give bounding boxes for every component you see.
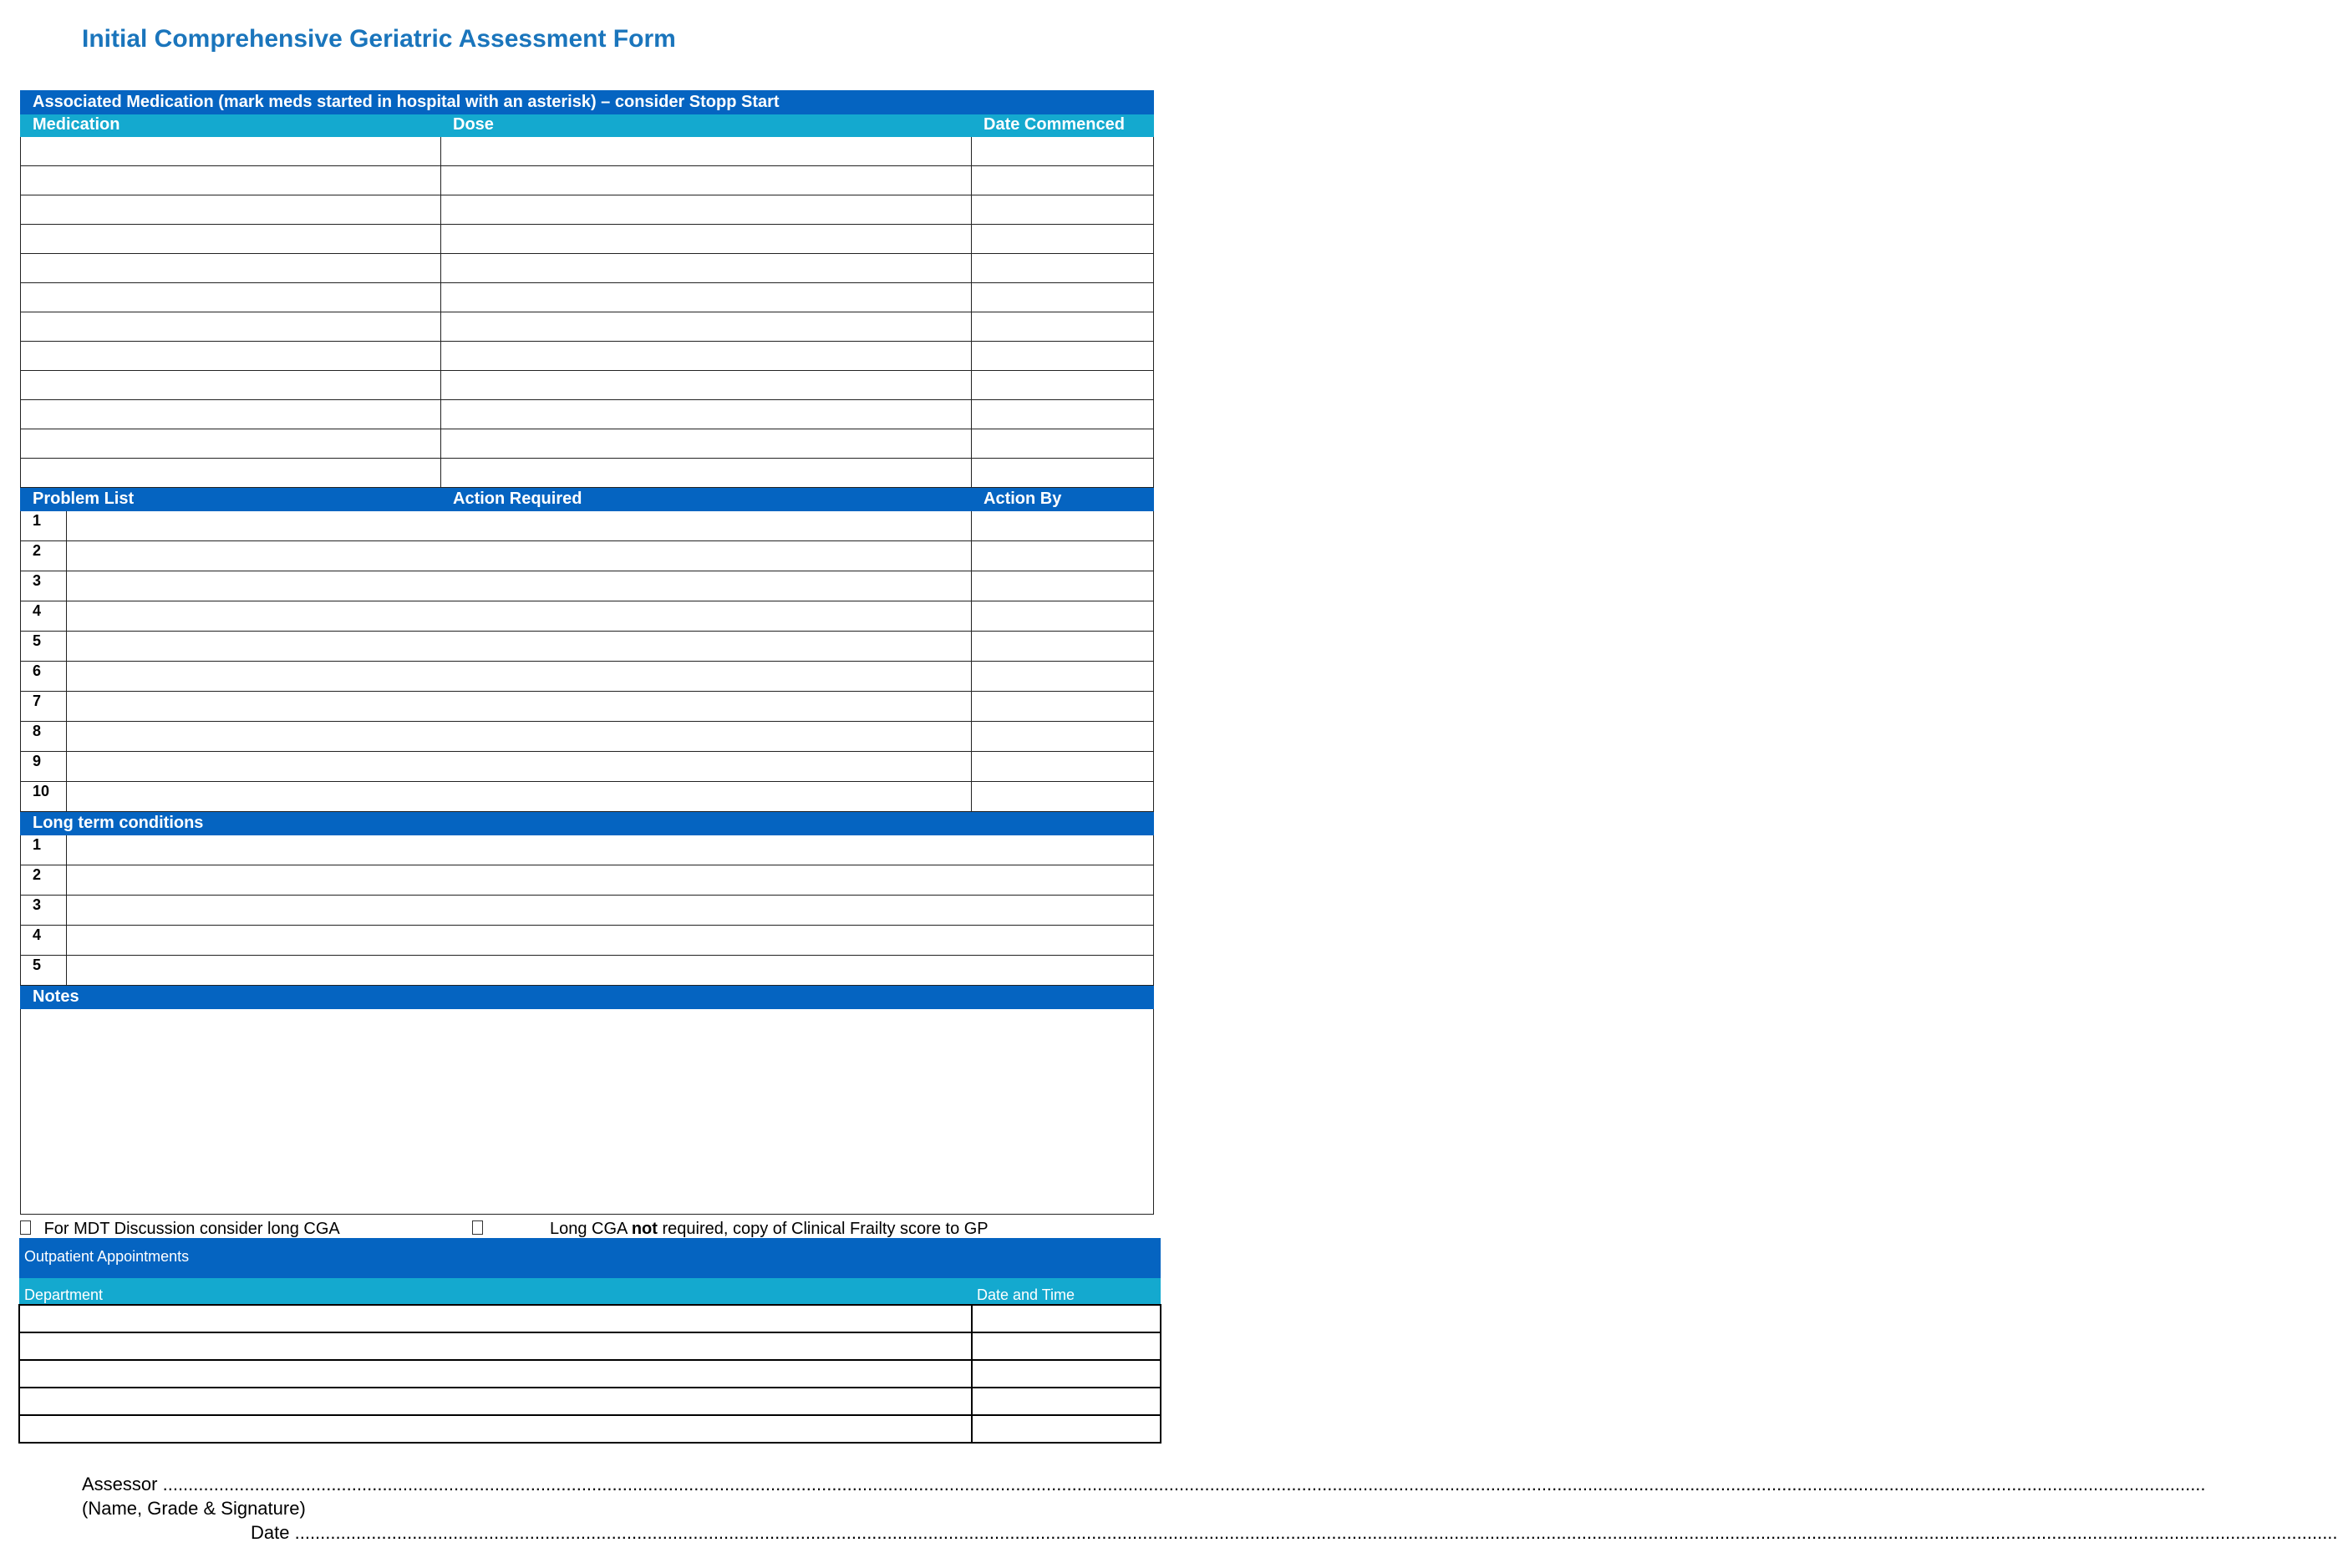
department-cell[interactable] xyxy=(19,1360,972,1388)
medication-section-header xyxy=(21,91,1154,114)
department-column-label: Department xyxy=(19,1278,972,1305)
problem-action-cell[interactable] xyxy=(67,632,972,662)
action-by-cell[interactable] xyxy=(972,571,1154,601)
outpatient-title: Outpatient Appointments xyxy=(19,1238,1161,1278)
problem-action-cell[interactable] xyxy=(67,601,972,632)
action-by-cell[interactable] xyxy=(972,541,1154,571)
appointment-row xyxy=(19,1388,1161,1415)
problem-action-cell[interactable] xyxy=(67,692,972,722)
problem-list-label: Problem List xyxy=(21,488,441,511)
problem-action-cell[interactable] xyxy=(67,782,972,812)
problem-row xyxy=(21,662,1154,692)
problem-row xyxy=(21,692,1154,722)
problem-row xyxy=(21,571,1154,601)
problem-number: 1 xyxy=(21,511,67,541)
outpatient-header xyxy=(19,1238,1161,1278)
problem-number: 9 xyxy=(21,752,67,782)
date-commenced-cell[interactable] xyxy=(972,225,1154,254)
medication-row xyxy=(21,254,1154,283)
problem-number: 7 xyxy=(21,692,67,722)
problem-list-header xyxy=(21,488,1154,511)
date-commenced-cell[interactable] xyxy=(972,254,1154,283)
medication-column-header xyxy=(21,114,1154,137)
long-cga-text-bold: not xyxy=(631,1220,658,1238)
problem-number: 5 xyxy=(21,632,67,662)
problem-action-cell[interactable] xyxy=(67,511,972,541)
condition-cell[interactable] xyxy=(67,865,1154,896)
medication-row xyxy=(21,459,1154,488)
date-commenced-cell[interactable] xyxy=(972,429,1154,459)
medication-row xyxy=(21,312,1154,342)
medication-row xyxy=(21,371,1154,400)
notes-title: Notes xyxy=(21,986,1154,1009)
mdt-checkbox[interactable] xyxy=(20,1220,31,1235)
assessor-line xyxy=(82,1474,2206,1495)
problem-number: 2 xyxy=(21,541,67,571)
date-field[interactable]: ................................................................................................................................................................................................................................................................................................................................................................................................................ xyxy=(294,1522,2338,1543)
medication-row xyxy=(21,137,1154,166)
date-commenced-cell[interactable] xyxy=(972,342,1154,371)
long-cga-checkbox[interactable] xyxy=(472,1220,483,1235)
condition-cell[interactable] xyxy=(67,896,1154,926)
problem-number: 6 xyxy=(21,662,67,692)
appointment-row xyxy=(19,1305,1161,1332)
medication-row xyxy=(21,195,1154,225)
department-cell[interactable] xyxy=(19,1388,972,1415)
date-time-cell[interactable] xyxy=(972,1415,1161,1443)
mdt-option[interactable] xyxy=(20,1220,340,1239)
medication-cell[interactable] xyxy=(21,342,441,371)
medication-row xyxy=(21,429,1154,459)
problem-action-cell[interactable] xyxy=(67,571,972,601)
medication-cell[interactable] xyxy=(21,225,441,254)
medication-section-title: Associated Medication (mark meds started in hospital with an asterisk) – consider Stopp Start xyxy=(21,91,1154,114)
long-term-header xyxy=(21,812,1154,835)
dose-cell[interactable] xyxy=(441,166,972,195)
date-time-cell[interactable] xyxy=(972,1332,1161,1360)
condition-cell[interactable] xyxy=(67,956,1154,986)
problem-number: 4 xyxy=(21,601,67,632)
problem-row xyxy=(21,541,1154,571)
dose-cell[interactable] xyxy=(441,283,972,312)
action-by-cell[interactable] xyxy=(972,662,1154,692)
condition-cell[interactable] xyxy=(67,835,1154,865)
condition-number: 1 xyxy=(21,835,67,865)
dose-cell[interactable] xyxy=(441,342,972,371)
appointment-row xyxy=(19,1360,1161,1388)
outpatient-table xyxy=(18,1238,1161,1444)
problem-row xyxy=(21,752,1154,782)
date-commenced-cell[interactable] xyxy=(972,400,1154,429)
medication-column-label: Medication xyxy=(21,114,441,137)
problem-number: 10 xyxy=(21,782,67,812)
date-commenced-cell[interactable] xyxy=(972,312,1154,342)
condition-number: 3 xyxy=(21,896,67,926)
appointment-row xyxy=(19,1332,1161,1360)
date-commenced-column-label: Date Commenced xyxy=(972,114,1154,137)
problem-row xyxy=(21,601,1154,632)
condition-number: 5 xyxy=(21,956,67,986)
condition-row xyxy=(21,896,1154,926)
medication-row xyxy=(21,400,1154,429)
medication-cell[interactable] xyxy=(21,312,441,342)
assessor-sub-label: (Name, Grade & Signature) xyxy=(82,1498,306,1519)
problem-number: 8 xyxy=(21,722,67,752)
medication-cell[interactable] xyxy=(21,371,441,400)
problem-row xyxy=(21,632,1154,662)
condition-row xyxy=(21,865,1154,896)
notes-area[interactable] xyxy=(21,1009,1154,1215)
department-cell[interactable] xyxy=(19,1305,972,1332)
date-time-cell[interactable] xyxy=(972,1388,1161,1415)
long-term-title: Long term conditions xyxy=(21,812,1154,835)
date-time-column-label: Date and Time xyxy=(972,1278,1161,1305)
action-by-cell[interactable] xyxy=(972,511,1154,541)
problem-action-cell[interactable] xyxy=(67,722,972,752)
condition-row xyxy=(21,926,1154,956)
condition-number: 2 xyxy=(21,865,67,896)
medication-cell[interactable] xyxy=(21,459,441,488)
dose-cell[interactable] xyxy=(441,400,972,429)
date-line xyxy=(251,1522,2338,1544)
notes-row xyxy=(21,1009,1154,1215)
outpatient-column-header xyxy=(19,1278,1161,1305)
date-time-cell[interactable] xyxy=(972,1360,1161,1388)
date-commenced-cell[interactable] xyxy=(972,195,1154,225)
medication-cell[interactable] xyxy=(21,166,441,195)
date-commenced-cell[interactable] xyxy=(972,371,1154,400)
problem-number: 3 xyxy=(21,571,67,601)
action-by-cell[interactable] xyxy=(972,722,1154,752)
problem-action-cell[interactable] xyxy=(67,662,972,692)
assessor-field[interactable]: ................................................................................................................................................................................................................................................................................................................................................................................................................ xyxy=(162,1474,2206,1494)
dose-cell[interactable] xyxy=(441,195,972,225)
problem-row xyxy=(21,722,1154,752)
condition-number: 4 xyxy=(21,926,67,956)
action-by-cell[interactable] xyxy=(972,632,1154,662)
action-by-cell[interactable] xyxy=(972,752,1154,782)
long-cga-label xyxy=(550,1220,989,1239)
medication-row xyxy=(21,225,1154,254)
condition-cell[interactable] xyxy=(67,926,1154,956)
long-cga-option[interactable] xyxy=(472,1220,483,1239)
medication-cell[interactable] xyxy=(21,400,441,429)
dose-cell[interactable] xyxy=(441,225,972,254)
assessor-label: Assessor xyxy=(82,1474,158,1494)
long-cga-text-2: required, copy of Clinical Frailty score to GP xyxy=(657,1220,989,1238)
medication-cell[interactable] xyxy=(21,283,441,312)
condition-row xyxy=(21,956,1154,986)
action-by-label: Action By xyxy=(972,488,1154,511)
date-commenced-cell[interactable] xyxy=(972,283,1154,312)
date-commenced-cell[interactable] xyxy=(972,166,1154,195)
medication-cell[interactable] xyxy=(21,254,441,283)
dose-column-label: Dose xyxy=(441,114,972,137)
condition-row xyxy=(21,835,1154,865)
appointment-row xyxy=(19,1415,1161,1443)
action-required-label: Action Required xyxy=(441,488,972,511)
problem-row xyxy=(21,511,1154,541)
dose-cell[interactable] xyxy=(441,459,972,488)
medication-row xyxy=(21,283,1154,312)
dose-cell[interactable] xyxy=(441,312,972,342)
dose-cell[interactable] xyxy=(441,429,972,459)
date-commenced-cell[interactable] xyxy=(972,137,1154,166)
notes-header xyxy=(21,986,1154,1009)
form-title: Initial Comprehensive Geriatric Assessment Form xyxy=(82,25,676,53)
date-label: Date xyxy=(251,1522,290,1543)
dose-cell[interactable] xyxy=(441,371,972,400)
dose-cell[interactable] xyxy=(441,254,972,283)
problem-row xyxy=(21,782,1154,812)
medication-cell[interactable] xyxy=(21,429,441,459)
medication-row xyxy=(21,342,1154,371)
dose-cell[interactable] xyxy=(441,137,972,166)
date-commenced-cell[interactable] xyxy=(972,459,1154,488)
medication-row xyxy=(21,166,1154,195)
action-by-cell[interactable] xyxy=(972,782,1154,812)
mdt-label: For MDT Discussion consider long CGA xyxy=(43,1220,340,1238)
assessment-table xyxy=(20,90,1154,1215)
medication-cell[interactable] xyxy=(21,195,441,225)
medication-cell[interactable] xyxy=(21,137,441,166)
department-cell[interactable] xyxy=(19,1332,972,1360)
date-time-cell[interactable] xyxy=(972,1305,1161,1332)
action-by-cell[interactable] xyxy=(972,601,1154,632)
problem-action-cell[interactable] xyxy=(67,541,972,571)
long-cga-text-1: Long CGA xyxy=(550,1220,632,1238)
problem-action-cell[interactable] xyxy=(67,752,972,782)
action-by-cell[interactable] xyxy=(972,692,1154,722)
department-cell[interactable] xyxy=(19,1415,972,1443)
